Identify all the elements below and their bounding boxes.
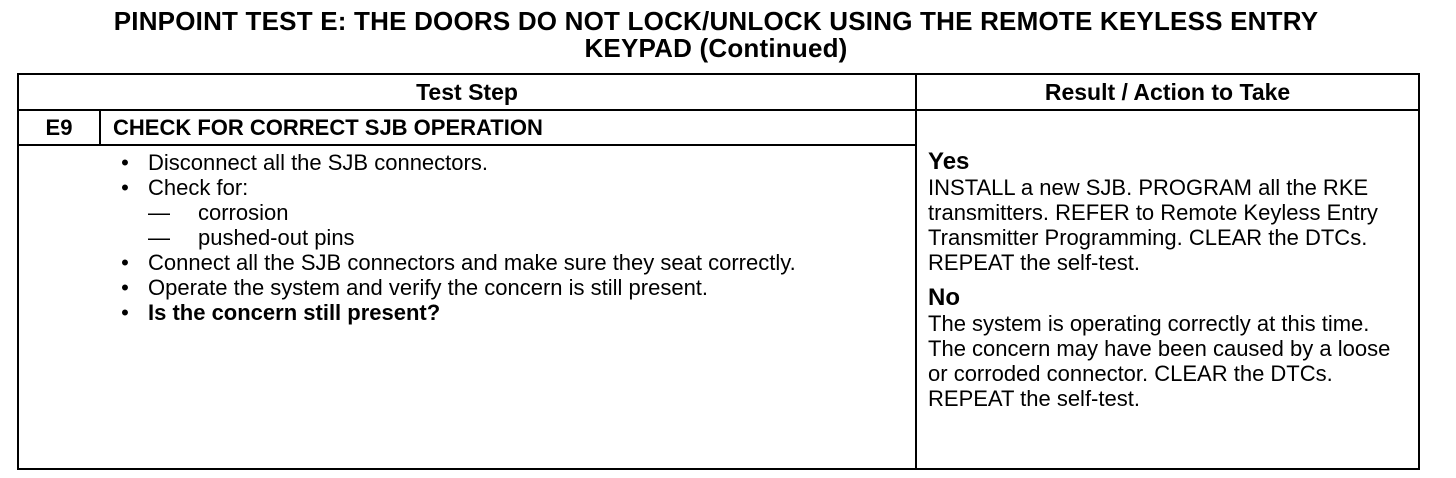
step-title-row — [18, 110, 1419, 145]
result-yes-text: INSTALL a new SJB. PROGRAM all the RKE transmitters. REFER to Remote Keyless Entry Transmitter Programming. CLEAR the DTCs. REPEAT the self-test. — [928, 175, 1378, 275]
list-item: • Check for: — corrosion — pushed-out pins — [100, 175, 915, 250]
step-instructions — [100, 145, 916, 469]
step-list — [100, 150, 915, 325]
bullet-icon: • — [121, 275, 129, 300]
step-id-spacer — [18, 145, 100, 469]
list-item: • Connect all the SJB connectors and make sure they seat correctly. — [100, 250, 915, 275]
dash-icon: — — [148, 225, 170, 250]
step-id: E9 — [18, 110, 100, 145]
step-title: CHECK FOR CORRECT SJB OPERATION — [100, 110, 916, 145]
list-item — [100, 300, 915, 325]
bullet-icon: • — [121, 250, 129, 275]
header-test-step: Test Step — [18, 74, 916, 110]
result-cell — [916, 110, 1419, 469]
table-header-row — [18, 74, 1419, 110]
sub-list — [148, 200, 915, 250]
list-item: • Disconnect all the SJB connectors. — [100, 150, 915, 175]
pinpoint-test-table — [17, 73, 1420, 470]
bullet-icon: • — [121, 175, 129, 200]
result-no-label: No — [928, 284, 961, 311]
bullet-icon: • — [121, 150, 129, 175]
result-yes-label: Yes — [928, 148, 970, 175]
dash-icon: — — [148, 200, 170, 225]
header-result-action: Result / Action to Take — [916, 74, 1419, 110]
result-no-text: The system is operating correctly at this time. The concern may have been caused by a loose or corroded connector. CLEAR the DTCs. REPEAT the self-test. — [928, 311, 1391, 411]
question-text: Is the concern still present? — [148, 300, 441, 325]
page-title-line-2: KEYPAD (Continued) — [584, 33, 848, 63]
sub-list-item: — pushed-out pins — [148, 225, 355, 250]
list-item: • Operate the system and verify the concern is still present. — [100, 275, 915, 300]
bullet-icon: • — [121, 300, 129, 325]
sub-list-item: — corrosion — [148, 200, 289, 225]
page-title-line-1: PINPOINT TEST E: THE DOORS DO NOT LOCK/UNLOCK USING THE REMOTE KEYLESS ENTRY — [113, 6, 1319, 36]
page-title — [0, 8, 1432, 62]
